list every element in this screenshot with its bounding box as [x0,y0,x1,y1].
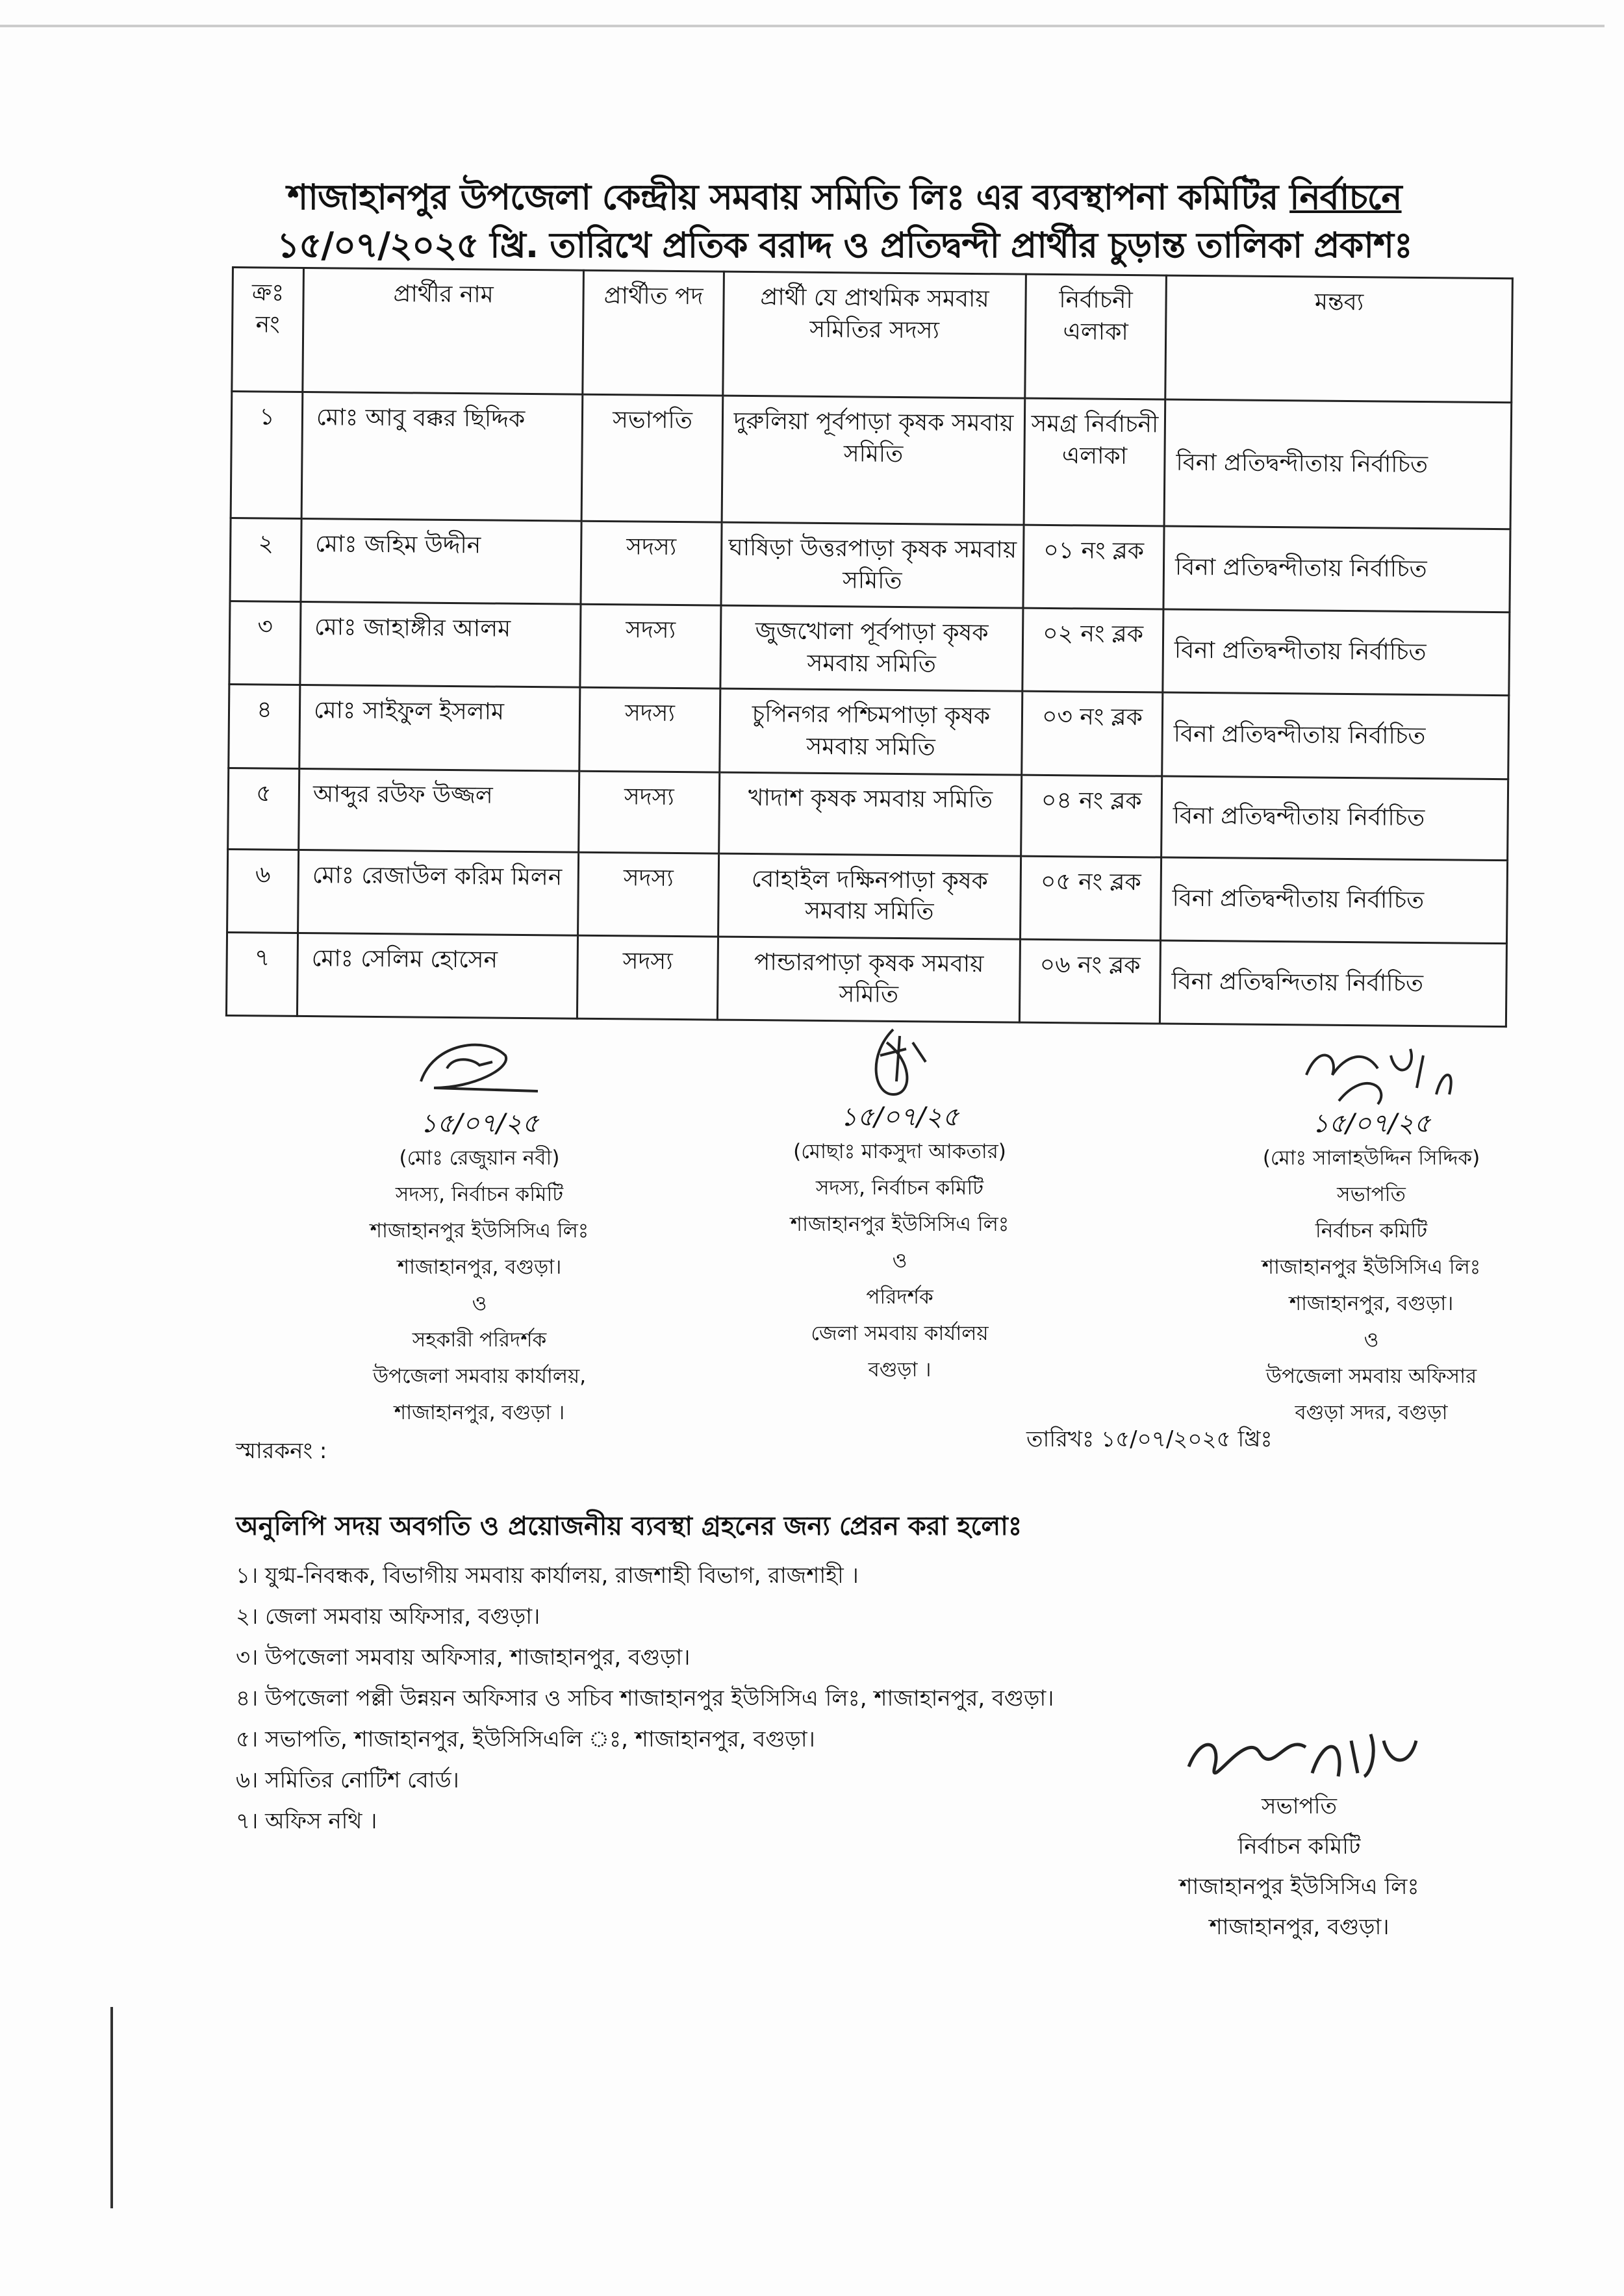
signature-date: ১৫/০৭/২৫ [420,1109,539,1139]
signatory-line: (মোঃ সালাহউদ্দিন সিদ্দিক) [1262,1146,1480,1170]
society-cell: পান্ডারপাড়া কৃষক সমবায় সমিতি [717,937,1020,1022]
remark-cell: বিনা প্রতিদ্বন্দীতায় নির্বাচিত [1163,609,1510,696]
page-title-line-2: ১৫/০৭/২০২৫ খ্রি. তারিখে প্রতিক বরাদ্দ ও প্রতিদ্বন্দী প্রার্থীর চুড়ান্ত তালিকা প্রকাশঃ [277,225,1412,266]
signatory-line: শাজাহানপুর ইউসিসিএ লিঃ [1262,1255,1481,1279]
table-header-row [232,268,1513,403]
final-signatory-block [1104,1715,1494,1947]
serial-cell: ৬ [227,849,299,933]
table-row [229,601,1510,696]
title-text: শাজাহানপুর উপজেলা কেন্দ্রীয় সমবায় সমিতি লিঃ এর ব্যবস্থাপনা কমিটির [287,177,1290,218]
area-cell: সমগ্র নির্বাচনী এলাকা [1024,398,1165,526]
name-cell: মোঃ সাইফুল ইসলাম [299,685,580,771]
name-cell: মোঃ রেজাউল করিম মিলন [298,850,579,935]
signature-date: ১৫/০৭/২৫ [1312,1109,1431,1139]
table-row [226,932,1506,1026]
table-row [227,849,1508,943]
list-item: ৫। সভাপতি, শাজাহানপুর, ইউসিসিএলি ঃ, শাজাহানপুর, বগুড়া। [236,1726,815,1752]
post-cell: সদস্য [577,935,718,1020]
signatory-line: শাজাহানপুর ইউসিসিএ লিঃ [370,1219,589,1243]
signature-image [1176,1715,1423,1793]
table-row [228,768,1508,860]
signatory-block [1170,1029,1573,1431]
memo-date: তারিখঃ ১৫/০৭/২০২৫ খ্রিঃ [1026,1426,1273,1452]
name-cell: আব্দুর রউফ উজ্জল [299,768,579,852]
signatory-line: সভাপতি [1262,1793,1337,1819]
signatory-line: সভাপতি [1337,1183,1406,1206]
copy-list [236,1559,1054,1845]
col-name: প্রার্থীর নাম [303,268,584,394]
signature-image [815,1023,984,1101]
signatory-line: সদস্য, নির্বাচন কমিটি [395,1183,564,1206]
society-cell: জুজখোলা পূর্বপাড়া কৃষক সমবায় সমিতি [720,605,1023,691]
col-remark: মন্তব্য [1165,275,1513,403]
col-society: প্রার্থী যে প্রাথমিক সমবায় সমিতির সদস্য [723,271,1026,398]
area-cell: ০১ নং ব্লক [1023,525,1164,609]
list-item: ১। যুগ্ম-নিবন্ধক, বিভাগীয় সমবায় কার্যালয়, রাজশাহী বিভাগ, রাজশাহী । [236,1563,859,1589]
serial-cell: ২ [230,518,301,601]
title-underlined-word: নির্বাচনে [1289,177,1402,218]
col-serial: ক্রঃ নং [232,268,304,392]
signatory-block [278,1029,681,1431]
list-item: ৬। সমিতির নোটিশ বোর্ড। [236,1767,459,1793]
area-cell: ০৬ নং ব্লক [1019,939,1160,1024]
serial-cell: ৭ [226,932,298,1016]
remark-cell: বিনা প্রতিদ্বন্দীতায় নির্বাচিত [1163,526,1510,612]
signatory-line: শাজাহানপুর, বগুড়া । [394,1401,565,1424]
signatory-line: জেলা সমবায় কার্যালয় [811,1322,989,1345]
signatory-line: উপজেলা সমবায় অফিসার [1265,1365,1477,1388]
col-area: নির্বাচনী এলাকা [1025,274,1167,399]
signatory-line: সদস্য, নির্বাচন কমিটি [815,1176,984,1200]
candidate-table [225,266,1514,1028]
signatory-line: উপজেলা সমবায় কার্যালয়, [372,1365,587,1388]
post-cell: সভাপতি [581,394,723,522]
post-cell: সদস্য [580,604,721,688]
signatory-line: নির্বাচন কমিটি [1315,1219,1428,1243]
signature-date: ১৫/০৭/২৫ [840,1102,959,1132]
post-cell: সদস্য [579,771,720,853]
society-cell: দুরুলিয়া পূর্বপাড়া কৃষক সমবায় সমিতি [722,396,1025,525]
signatory-line: বগুড়া সদর, বগুড়া [1295,1401,1448,1424]
copy-heading: অনুলিপি সদয় অবগতি ও প্রয়োজনীয় ব্যবস্থা গ্রহনের জন্য প্রেরন করা হলোঃ [236,1511,1022,1541]
post-cell: সদস্য [579,688,720,772]
remark-cell: বিনা প্রতিদ্বন্দীতায় নির্বাচিত [1164,399,1512,529]
society-cell: খাদাশ কৃষক সমবায় সমিতি [719,772,1022,856]
list-item: ৭। অফিস নথি । [236,1808,377,1834]
memo-number-label: স্মারকনং : [236,1438,327,1464]
signatory-line: (মোছাঃ মাকসুদা আকতার) [793,1140,1006,1163]
table-row [230,518,1510,612]
signatory-line: (মোঃ রেজুয়ান নবী) [399,1146,560,1170]
signatory-line: বগুড়া । [868,1358,932,1381]
signatory-line: শাজাহানপুর ইউসিসিএ লিঃ [790,1213,1009,1236]
remark-cell: বিনা প্রতিদ্বন্দিতায় নির্বাচিত [1160,940,1506,1027]
list-item: ৩। উপজেলা সমবায় অফিসার, শাজাহানপুর, বগুড়া। [236,1645,691,1671]
name-cell: মোঃ সেলিম হোসেন [297,933,577,1018]
area-cell: ০৪ নং ব্লক [1021,775,1162,857]
post-cell: সদস্য [578,852,719,937]
signatory-line: ও [1364,1328,1379,1352]
signature-image [395,1029,564,1107]
name-cell: মোঃ জাহাঙ্গীর আলম [300,602,581,688]
list-item: ৪। উপজেলা পল্লী উন্নয়ন অফিসার ও সচিব শাজাহানপুর ইউসিসিএ লিঃ, শাজাহানপুর, বগুড়া। [236,1685,1054,1711]
scan-edge-mark [110,2007,113,2208]
name-cell: মোঃ জহিম উদ্দীন [301,518,581,604]
serial-cell: ৩ [229,601,301,685]
col-post: প্রার্থীত পদ [583,270,724,396]
signatory-line: ও [472,1292,487,1315]
area-cell: ০৫ নং ব্লক [1021,856,1161,940]
scan-top-edge [0,25,1605,27]
signatory-line: শাজাহানপুর, বগুড়া। [397,1255,562,1279]
remark-cell: বিনা প্রতিদ্বন্দীতায় নির্বাচিত [1161,776,1508,861]
serial-cell: ১ [231,392,303,519]
signatory-line: সহকারী পরিদর্শক [412,1328,547,1352]
area-cell: ০৩ নং ব্লক [1022,692,1163,776]
table-row [231,392,1512,529]
signatory-block [698,1023,1101,1388]
signatory-line: শাজাহানপুর, বগুড়া। [1289,1292,1454,1315]
remark-cell: বিনা প্রতিদ্বন্দীতায় নির্বাচিত [1162,692,1509,779]
signature-image [1287,1029,1456,1107]
serial-cell: ৪ [229,685,300,768]
signatory-line: ও [892,1249,907,1272]
society-cell: বোহাইল দক্ষিনপাড়া কৃষক সমবায় সমিতি [718,853,1021,939]
post-cell: সদস্য [581,521,722,605]
name-cell: মোঃ আবু বক্কর ছিদ্দিক [301,392,583,521]
signatory-line: শাজাহানপুর, বগুড়া। [1209,1914,1389,1940]
list-item: ২। জেলা সমবায় অফিসার, বগুড়া। [236,1604,540,1630]
signatory-line: পরিদর্শক [866,1285,933,1309]
area-cell: ০২ নং ব্লক [1022,608,1163,692]
signatory-line: নির্বাচন কমিটি [1237,1834,1361,1860]
society-cell: চুপিনগর পশ্চিমপাড়া কৃষক সমবায় সমিতি [720,688,1022,774]
signatory-line: শাজাহানপুর ইউসিসিএ লিঃ [1179,1874,1419,1900]
table-row [229,685,1509,779]
society-cell: ঘাষিড়া উত্তরপাড়া কৃষক সমবায় সমিতি [721,522,1024,608]
serial-cell: ৫ [228,768,299,850]
remark-cell: বিনা প্রতিদ্বন্দীতায় নির্বাচিত [1160,857,1507,944]
